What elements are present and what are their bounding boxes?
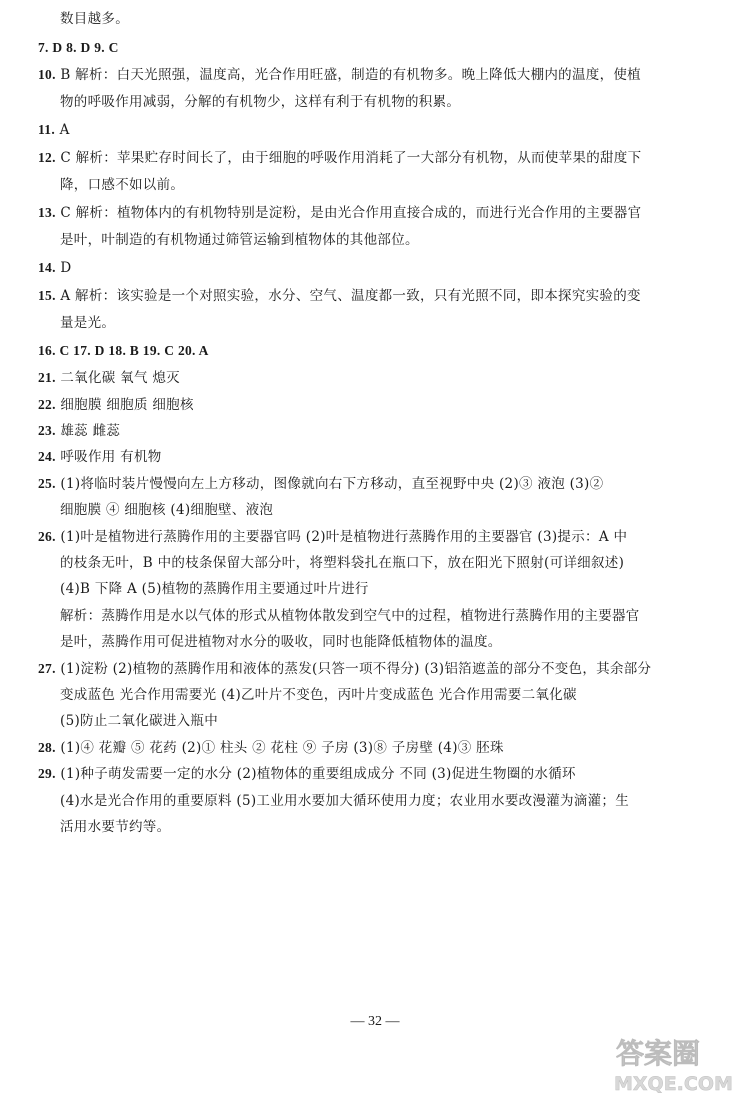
text-line (38, 474, 603, 494)
text-line: 细胞膜 ④ 细胞核 (4)细胞壁、液泡 (60, 502, 274, 518)
text-line (38, 738, 504, 758)
question-number: 13. (38, 205, 56, 220)
question-number: 24. (38, 449, 56, 464)
text-line: 是叶，蒸腾作用可促进植物对水分的吸收，同时也能降低植物体的温度。 (60, 634, 502, 650)
text-line: (5)防止二氧化碳进入瓶中 (60, 713, 219, 729)
watermark-logo (610, 1033, 745, 1095)
text-line (38, 421, 120, 441)
answer-text: C 解析：苹果贮存时间长了，由于细胞的呼吸作用消耗了一大部分有机物，从而使苹果的甜度下 (60, 150, 642, 166)
answer-text: (1)淀粉 (2)植物的蒸腾作用和液体的蒸发(只答一项不得分) (3)铝箔遮盖的部分不变色，其余部分 (60, 661, 652, 677)
answer-text: (1)叶是植物进行蒸腾作用的主要器官吗 (2)叶是植物进行蒸腾作用的主要器官 (3)提示：A 中 (60, 529, 628, 545)
answer-text: D (60, 260, 72, 276)
question-number: 10. (38, 67, 56, 82)
answer-text: (1)种子萌发需要一定的水分 (2)植物体的重要组成成分 不同 (3)促进生物圈的水循环 (60, 766, 576, 782)
text-line: 变成蓝色 光合作用需要光 (4)乙叶片不变色，丙叶片变成蓝色 光合作用需要二氧化碳 (60, 687, 577, 703)
question-number: 14. (38, 260, 56, 275)
text-line (38, 286, 641, 306)
text-line (38, 659, 651, 679)
text-line (38, 120, 70, 140)
text-line: 数目越多。 (60, 11, 129, 27)
question-number: 25. (38, 476, 56, 491)
answer-text: 雄蕊 雌蕊 (60, 423, 121, 439)
question-number: 11. (38, 122, 56, 137)
text-line: 解析：蒸腾作用是水以气体的形式从植物体散发到空气中的过程，植物进行蒸腾作用的主要器官 (60, 608, 640, 624)
text-line (38, 395, 194, 415)
text-line (38, 764, 576, 784)
answer-text: A 解析：该实验是一个对照实验，水分、空气、温度都一致，只有光照不同，即本探究实验的变 (60, 288, 641, 304)
text-line: 量是光。 (60, 315, 116, 331)
text-line: 活用水要节约等。 (60, 819, 171, 835)
text-line (38, 368, 180, 388)
answer-text: (1)将临时装片慢慢向左上方移动，图像就向右下方移动，直至视野中央 (2)③ 液泡 (3)② (60, 476, 604, 492)
question-number: 28. (38, 740, 56, 755)
question-number: 23. (38, 423, 56, 438)
answer-text: A (59, 122, 70, 138)
question-number: 27. (38, 661, 56, 676)
question-number: 22. (38, 397, 56, 412)
text-line (38, 203, 641, 223)
text-line (38, 447, 162, 467)
text-line: 16. C 17. D 18. B 19. C 20. A (38, 343, 209, 358)
text-line (38, 148, 641, 168)
text-line (38, 527, 627, 547)
watermark-text: 答案圈 (616, 1037, 701, 1070)
question-number: 15. (38, 288, 56, 303)
page-number: — 32 — (350, 1014, 400, 1029)
question-number: 29. (38, 766, 56, 781)
text-line: 的枝条无叶，B 中的枝条保留大部分叶，将塑料袋扎在瓶口下，放在阳光下照射(可详细叙述) (60, 555, 625, 571)
text-line (38, 258, 72, 278)
answer-text: 细胞膜 细胞质 细胞核 (60, 397, 194, 413)
answer-text: 二氧化碳 氧气 熄灭 (60, 370, 180, 386)
question-number: 26. (38, 529, 56, 544)
answer-text: B 解析：白天光照强，温度高，光合作用旺盛，制造的有机物多。晚上降低大棚内的温度，使植 (60, 67, 641, 83)
text-line: 7. D 8. D 9. C (38, 40, 119, 55)
question-number: 12. (38, 150, 56, 165)
question-number: 21. (38, 370, 56, 385)
watermark-url: MXQE.COM (614, 1073, 733, 1095)
answer-text: 呼吸作用 有机物 (60, 449, 162, 465)
text-line (38, 65, 641, 85)
answer-text: C 解析：植物体内的有机物特别是淀粉，是由光合作用直接合成的，而进行光合作用的主要器官 (60, 205, 642, 221)
text-line: 物的呼吸作用减弱，分解的有机物少，这样有利于有机物的积累。 (60, 94, 461, 110)
answer-text: (1)④ 花瓣 ⑤ 花药 (2)① 柱头 ② 花柱 ⑨ 子房 (3)⑧ 子房壁 (4)③ 胚珠 (60, 740, 504, 756)
text-line: 降，口感不如以前。 (60, 177, 185, 193)
text-line: (4)水是光合作用的重要原料 (5)工业用水要加大循环使用力度；农业用水要改漫灌为滴灌；生 (60, 793, 630, 809)
text-line: 是叶，叶制造的有机物通过筛管运输到植物体的其他部位。 (60, 232, 419, 248)
text-line: (4)B 下降 A (5)植物的蒸腾作用主要通过叶片进行 (60, 581, 369, 597)
